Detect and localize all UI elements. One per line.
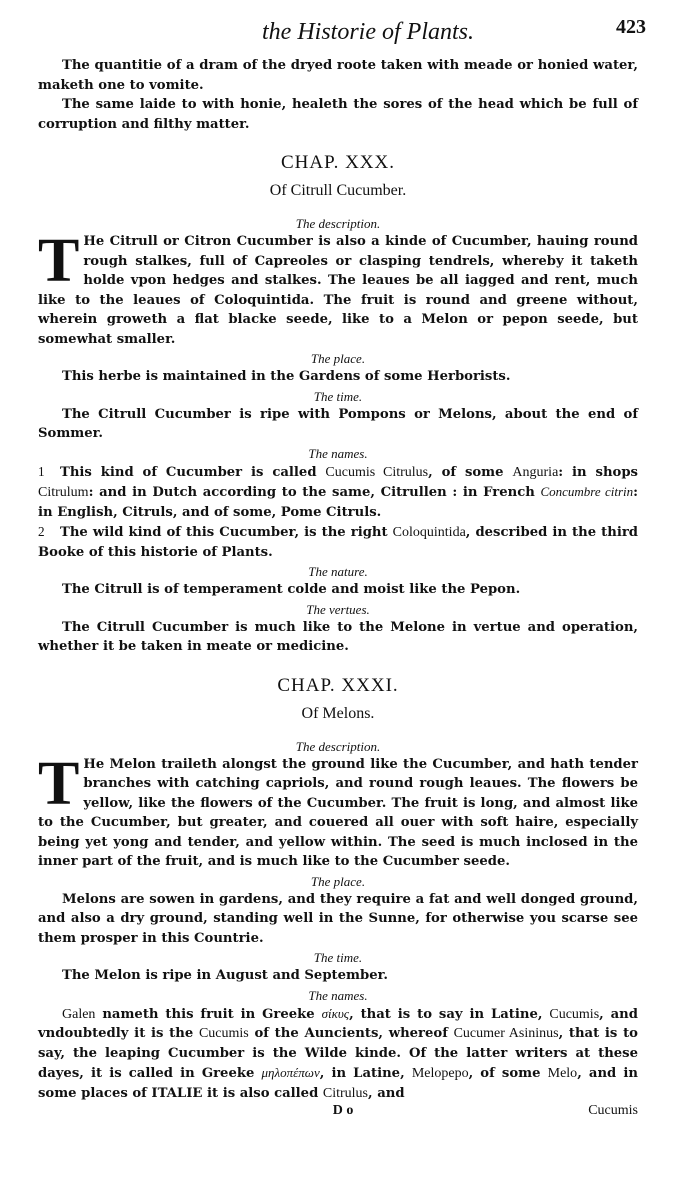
text-run: , described in the third Booke of this historie of Plants.	[38, 525, 639, 560]
drop-cap: T	[38, 227, 80, 295]
roman-term: Melopepo	[411, 1066, 469, 1081]
paragraph: The same laide to with honie, healeth the sores of the head which be full of corruption and filthy matter.	[38, 97, 638, 132]
text-run: , and in some places of ITALIE it is also called	[38, 1066, 639, 1101]
section-heading-vertues: The vertues.	[306, 601, 370, 617]
description-text	[38, 227, 638, 349]
place-text: Melons are sowen in gardens, and they require a fat and well donged ground, and also a dry ground, standing well in the Sunne, for otherwise you scarse see them prosper in this Countrie.	[38, 891, 638, 946]
text-run: , and	[368, 1085, 405, 1101]
nature-text: The Citrull is of temperament colde and moist like the Pepon.	[62, 582, 521, 597]
drop-cap: T	[38, 749, 80, 818]
roman-term: Cucumer Asininus	[453, 1026, 559, 1041]
page-number: 423	[616, 16, 646, 38]
paragraph: He Melon traileth alongst the ground like the Cucumber, and hath tender branches with catching capriols, and round rough leaues. The flowers be yellow, like the flowers of the Cucumber. The fruit is long, and almost like to the Cucumber, but greater, and couered all ouer with soft haire, especially being yet yong and tender, and yellow within. The seed is much inclosed in the inner part of the fruit, and is much like to the Cucumber seede.	[38, 756, 638, 869]
place-text: This herbe is maintained in the Gardens of some Herborists.	[62, 369, 511, 384]
catchword: Cucumis	[588, 1103, 638, 1118]
paragraph: He Citrull or Citron Cucumber is also a kinde of Cucumber, hauing round rough stalkes, full of Capreoles or clasping tendrels, whereby it taketh holde vpon hedges and stalkes. The leaues be all iagged and rent, much like to the leaues of Coloquintida. The fruit is round and greene without, wherein groweth a flat blacke seede, like to a Melon or pepon seede, but somewhat smaller.	[38, 234, 638, 347]
text-run: , of some	[428, 464, 513, 480]
text-run: nameth this fruit in Greeke	[95, 1006, 322, 1022]
roman-term: Galen	[62, 1006, 96, 1022]
chapter-subtitle: Of Citrull Cucumber.	[269, 182, 407, 199]
paragraph: The quantitie of a dram of the dryed roote taken with meade or honied water, maketh one to vomite.	[38, 58, 638, 93]
signature-mark: D o	[332, 1103, 354, 1118]
text-run: : in shops	[558, 464, 638, 480]
italic-term: Concumbre citrin	[540, 484, 634, 499]
item-number: 2	[38, 524, 45, 539]
roman-term: Citrulus	[322, 1085, 369, 1101]
chapter-title: CHAP. XXX.	[281, 152, 395, 173]
section-heading-time: The time.	[313, 388, 363, 404]
roman-term: Anguria	[512, 464, 559, 480]
item-number: 1	[38, 463, 45, 479]
names-text	[38, 462, 638, 563]
text-run: of the Auncients, whereof	[248, 1026, 454, 1041]
running-head: the Historie of Plants.	[262, 19, 474, 45]
roman-term: Melo	[547, 1066, 578, 1081]
section-heading-time: The time.	[313, 950, 363, 965]
description-text	[38, 749, 638, 872]
section-heading-names: The names.	[308, 445, 368, 461]
text-run: : and in Dutch according to the same, Citrullen : in French	[88, 485, 541, 500]
page-header	[38, 14, 646, 56]
chapter-31	[38, 675, 638, 1104]
time-text: The Citrull Cucumber is ripe with Pompons or Melons, about the end of Sommer.	[38, 406, 638, 441]
page-footer	[38, 1103, 638, 1119]
text-run: , that is to say in Latine,	[349, 1006, 550, 1022]
previous-chapter-end	[38, 56, 638, 134]
greek-term: σίκυς	[321, 1005, 350, 1021]
numbered-paragraph	[38, 522, 638, 562]
section-heading-names: The names.	[308, 987, 368, 1003]
time-text: The Melon is ripe in August and September.	[62, 968, 388, 983]
section-heading-place: The place.	[310, 351, 366, 366]
greek-term: μηλοπέπων	[261, 1065, 320, 1080]
section-heading-nature: The nature.	[308, 564, 368, 579]
text-run: , of some	[468, 1066, 548, 1081]
roman-term: Cucumis Citrulus	[325, 464, 429, 480]
numbered-paragraph	[38, 462, 638, 523]
chapter-30	[38, 152, 638, 657]
text-run: The wild kind of this Cucumber, is the right	[60, 525, 393, 540]
chapter-subtitle: Of Melons.	[301, 704, 375, 722]
vertues-text: The Citrull Cucumber is much like to the Melone in vertue and operation, whether it be taken in meate or medicine.	[38, 619, 638, 654]
text-run: This kind of Cucumber is called	[60, 464, 326, 480]
roman-term: Cucumis	[198, 1026, 249, 1041]
names-text	[38, 1004, 638, 1104]
section-heading-place: The place.	[310, 873, 366, 889]
paragraph	[38, 1004, 638, 1104]
text-run: , in Latine,	[319, 1066, 412, 1081]
roman-term: Cucumis	[549, 1006, 600, 1022]
chapter-title: CHAP. XXXI.	[277, 674, 399, 696]
roman-term: Coloquintida	[392, 525, 466, 540]
roman-term: Citrulum	[38, 485, 89, 500]
text-run: : in English, Citruls, and of some, Pome Citruls.	[38, 485, 638, 520]
text-run: , and vndoubtedly it is the	[38, 1006, 638, 1041]
section-heading-description: The description.	[295, 216, 381, 231]
text-run: , that is to say, the leaping Cucumber is the Wilde kinde. Of the latter writers at these dayes, it is called in Greeke	[38, 1026, 638, 1081]
section-heading-description: The description.	[295, 738, 381, 754]
